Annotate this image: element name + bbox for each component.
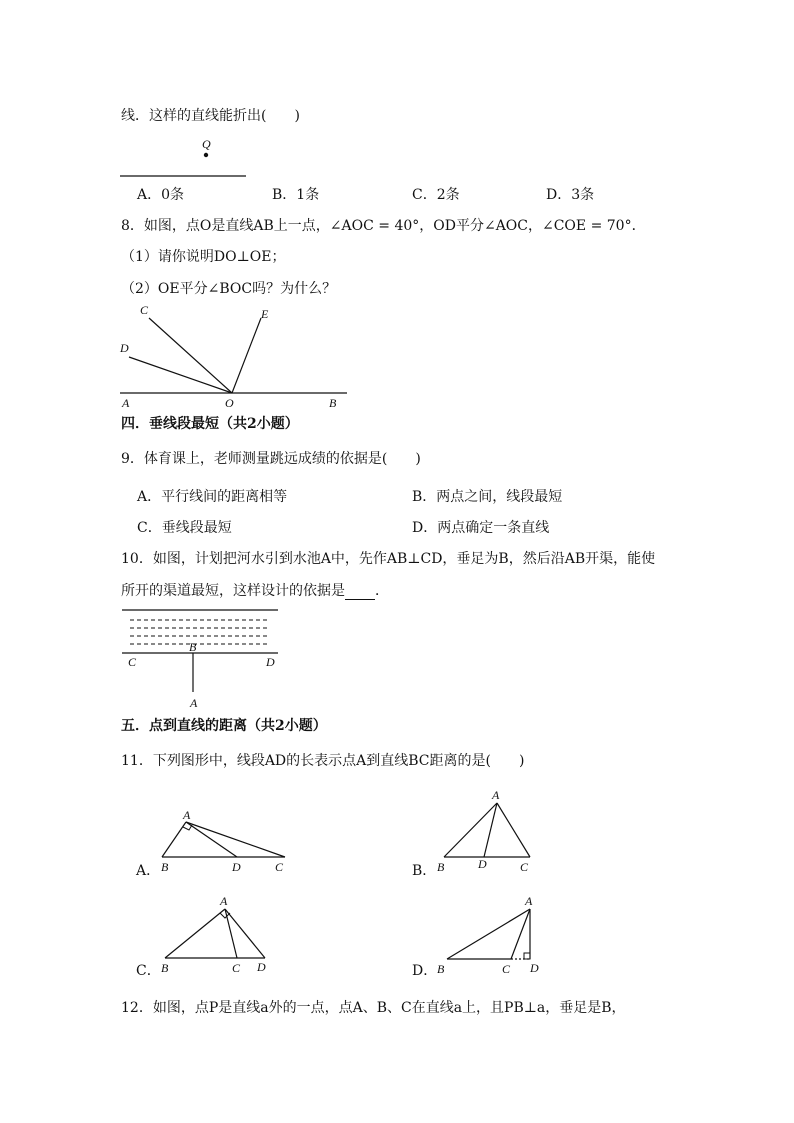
q11a-segment-ab xyxy=(162,822,186,857)
q11c-label-b: B xyxy=(161,961,169,975)
q11a-label-a: A xyxy=(183,808,191,822)
q11a-label-b: B xyxy=(161,860,169,874)
q11d-label-d: D xyxy=(530,961,539,975)
q9-option-c: C．垂线段最短 xyxy=(137,520,232,536)
q11a-segment-ad xyxy=(186,822,237,857)
q11-stem: 11．下列图形中，线段AD的长表示点A到直线BC距离的是( ) xyxy=(121,753,525,769)
q9-option-b: B．两点之间，线段最短 xyxy=(412,489,563,505)
q8-label-o: O xyxy=(225,396,234,410)
q10-label-c: C xyxy=(128,655,137,669)
q11d-label-a: A xyxy=(525,894,533,908)
q10-stem-text: 所开的渠道最短，这样设计的依据是 xyxy=(121,583,345,599)
q8-figure xyxy=(115,300,355,412)
q11a-label-d: D xyxy=(232,860,241,874)
q11-figure-a xyxy=(155,805,295,875)
q8-label-c: C xyxy=(140,303,149,317)
q8-label-e: E xyxy=(261,307,269,321)
section-4-title: 四．垂线段最短（共2小题） xyxy=(121,416,299,432)
q11d-label-c: C xyxy=(502,962,511,976)
q7-stem-tail: 线．这样的直线能折出( ) xyxy=(121,108,300,124)
q11c-label-a: A xyxy=(220,894,228,908)
q8-label-a: A xyxy=(122,396,130,410)
q7-point-q xyxy=(204,153,208,157)
q11b-segment-ac xyxy=(497,803,530,857)
q12-stem: 12．如图，点P是直线a外的一点，点A、B、C在直线a上，且PB⊥a，垂足是B， xyxy=(121,1000,626,1016)
q7-option-b: B．1条 xyxy=(272,187,320,203)
q11b-segment-ad xyxy=(484,803,497,857)
q8-part1: （1）请你说明DO⊥OE； xyxy=(121,249,286,265)
q10-label-d: D xyxy=(266,655,275,669)
q11b-label-d: D xyxy=(478,857,487,871)
q11-option-d-letter: D． xyxy=(412,963,438,979)
q10-stem-line2 xyxy=(121,582,389,600)
q11d-right-angle-mark xyxy=(524,953,530,959)
q11c-segment-ab xyxy=(165,909,225,958)
q8-label-b: B xyxy=(329,396,337,410)
q11b-label-a: A xyxy=(492,788,500,802)
q8-ray-oe xyxy=(232,318,261,393)
q7-option-d: D．3条 xyxy=(546,187,595,203)
q11b-segment-ab xyxy=(444,803,497,857)
section-5-title: 五．点到直线的距离（共2小题） xyxy=(121,718,327,734)
q7-option-a: A．0条 xyxy=(137,187,185,203)
q9-stem: 9．体育课上，老师测量跳远成绩的依据是( ) xyxy=(121,451,421,467)
q11-figure-d xyxy=(432,893,547,977)
q10-answer-blank[interactable] xyxy=(345,585,375,600)
q11c-label-d: D xyxy=(257,960,266,974)
q10-label-b: B xyxy=(189,640,197,654)
q10-stem-line1: 10．如图，计划把河水引到水池A中，先作AB⊥CD，垂足为B，然后沿AB开渠，能使 xyxy=(121,551,656,567)
q11b-label-b: B xyxy=(437,860,445,874)
q11-figure-b xyxy=(432,785,542,875)
q8-ray-od xyxy=(129,357,232,393)
q11d-label-b: B xyxy=(437,962,445,976)
q10-figure xyxy=(118,604,283,710)
q8-label-d: D xyxy=(120,341,129,355)
q11b-label-c: C xyxy=(520,860,529,874)
q11c-label-c: C xyxy=(232,961,241,975)
q11-option-a-letter: A． xyxy=(136,863,161,879)
q10-stem-end: ． xyxy=(375,583,389,599)
q9-option-a: A．平行线间的距离相等 xyxy=(137,489,288,505)
q10-label-a: A xyxy=(190,696,198,710)
q11d-segment-ac xyxy=(511,909,530,959)
q11a-segment-ac xyxy=(186,822,285,857)
q7-figure xyxy=(118,136,258,182)
q7-option-c: C．2条 xyxy=(412,187,460,203)
q7-point-label: Q xyxy=(202,137,211,151)
q8-stem: 8．如图，点O是直线AB上一点，∠AOC = 40°，OD平分∠AOC，∠COE = 70°． xyxy=(121,218,646,234)
q11-figure-c xyxy=(155,892,280,976)
q8-part2: （2）OE平分∠BOC吗？为什么？ xyxy=(121,281,337,297)
q8-ray-oc xyxy=(149,318,232,393)
q11-option-c-letter: C． xyxy=(136,963,161,979)
q9-option-d: D．两点确定一条直线 xyxy=(412,520,550,536)
q11d-segment-ab xyxy=(447,909,530,959)
q11a-label-c: C xyxy=(275,860,284,874)
q11-option-b-letter: B． xyxy=(412,863,437,879)
